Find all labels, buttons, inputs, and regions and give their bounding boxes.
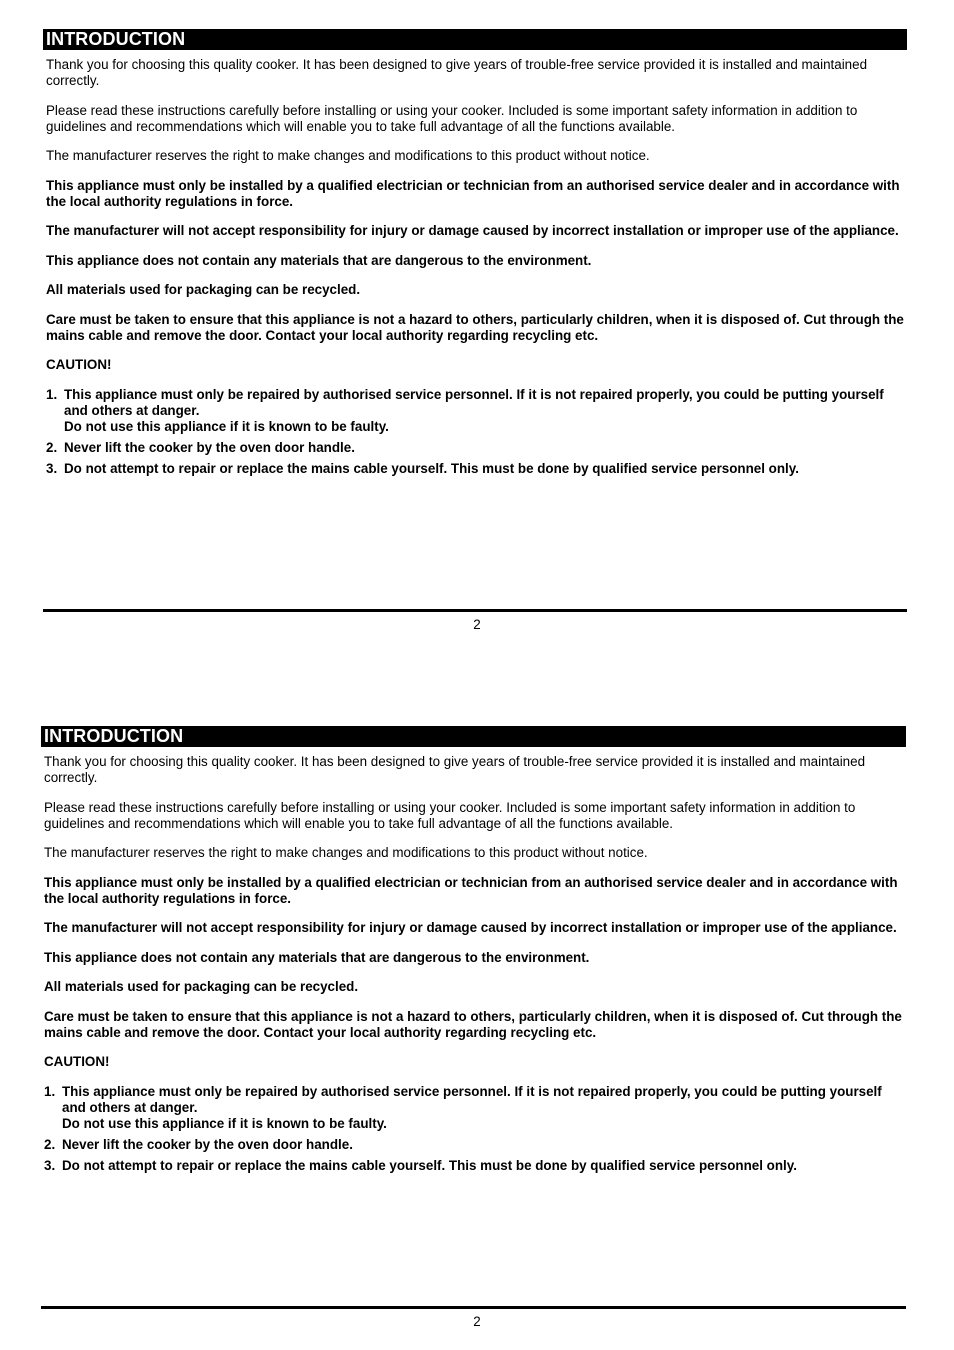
- caution-item-number: 2.: [46, 439, 58, 455]
- caution-item-text: Do not attempt to repair or replace the mains cable yourself. This must be done by qualified service personnel only.: [62, 1157, 797, 1173]
- caution-item-number: 2.: [44, 1136, 56, 1152]
- intro-paragraph: Thank you for choosing this quality cooker. It has been designed to give years of trouble-free service provided it is installed and maintained correctly.: [46, 57, 868, 88]
- page-number: 2: [473, 1314, 481, 1329]
- caution-item-text-continued: Do not use this appliance if it is known to be faulty.: [62, 1115, 387, 1131]
- caution-item: [44, 1158, 902, 1174]
- caution-item-number: 3.: [44, 1157, 56, 1173]
- footer-rule: [41, 1306, 906, 1309]
- caution-label: CAUTION!: [46, 357, 112, 372]
- page-content: [46, 57, 904, 482]
- warning-paragraph: This appliance must only be installed by a qualified electrician or technician from an authorised service dealer and in accordance with the local authority regulations in force.: [46, 177, 900, 209]
- warning-paragraph: This appliance does not contain any materials that are dangerous to the environment.: [46, 252, 592, 268]
- caution-item: [46, 440, 904, 456]
- warning-paragraph: The manufacturer will not accept responsibility for injury or damage caused by incorrect installation or improper use of the appliance.: [46, 223, 899, 238]
- caution-label: CAUTION!: [44, 1054, 110, 1069]
- caution-item-text: Never lift the cooker by the oven door handle.: [64, 439, 355, 455]
- caution-item: [44, 1137, 902, 1153]
- caution-list: [44, 1084, 902, 1174]
- page-number: 2: [473, 617, 481, 632]
- warning-paragraph: The manufacturer will not accept responsibility for injury or damage caused by incorrect installation or improper use of the appliance.: [44, 920, 897, 935]
- caution-list: [46, 387, 904, 477]
- section-title: INTRODUCTION: [41, 726, 906, 747]
- intro-paragraph: Please read these instructions carefully before installing or using your cooker. Included is some important safety information in addition to guidelines and recommendations which will enable you to take full advantage of all the functions available.: [46, 102, 858, 134]
- footer-rule: [43, 609, 907, 612]
- warning-paragraph: This appliance must only be installed by a qualified electrician or technician from an authorised service dealer and in accordance with the local authority regulations in force.: [44, 874, 898, 906]
- intro-paragraph: The manufacturer reserves the right to make changes and modifications to this product without notice.: [44, 845, 648, 860]
- warning-paragraph: All materials used for packaging can be recycled.: [44, 979, 359, 994]
- intro-paragraph: Please read these instructions carefully before installing or using your cooker. Included is some important safety information in addition to guidelines and recommendations which will enable you to take full advantage of all the functions available.: [44, 799, 856, 831]
- intro-paragraph: Thank you for choosing this quality cooker. It has been designed to give years of trouble-free service provided it is installed and maintained correctly.: [44, 754, 866, 785]
- section-title: INTRODUCTION: [43, 29, 907, 50]
- caution-item-number: 3.: [46, 460, 58, 476]
- warning-paragraph: This appliance does not contain any materials that are dangerous to the environment.: [44, 949, 590, 965]
- page-content: [44, 754, 902, 1179]
- intro-paragraph: The manufacturer reserves the right to make changes and modifications to this product without notice.: [46, 148, 650, 163]
- warning-paragraph: All materials used for packaging can be recycled.: [46, 282, 361, 297]
- caution-item-text: This appliance must only be repaired by authorised service personnel. If it is not repaired properly, you could be putting yourself and others at danger.: [62, 1083, 882, 1115]
- caution-item-number: 1.: [46, 386, 58, 402]
- caution-item: [44, 1084, 902, 1132]
- caution-item-text: Do not attempt to repair or replace the mains cable yourself. This must be done by qualified service personnel only.: [64, 460, 799, 476]
- caution-item-text-continued: Do not use this appliance if it is known to be faulty.: [64, 418, 389, 434]
- caution-item: [46, 461, 904, 477]
- warning-paragraph: Care must be taken to ensure that this appliance is not a hazard to others, particularly children, when it is disposed of. Cut through the mains cable and remove the door. Contact your local authority regarding recycling etc.: [44, 1008, 902, 1040]
- caution-item-text: Never lift the cooker by the oven door handle.: [62, 1136, 353, 1152]
- warning-paragraph: Care must be taken to ensure that this appliance is not a hazard to others, particularly children, when it is disposed of. Cut through the mains cable and remove the door. Contact your local authority regarding recycling etc.: [46, 311, 904, 343]
- caution-item-number: 1.: [44, 1083, 56, 1099]
- caution-item: [46, 387, 904, 435]
- caution-item-text: This appliance must only be repaired by authorised service personnel. If it is not repaired properly, you could be putting yourself and others at danger.: [64, 386, 884, 418]
